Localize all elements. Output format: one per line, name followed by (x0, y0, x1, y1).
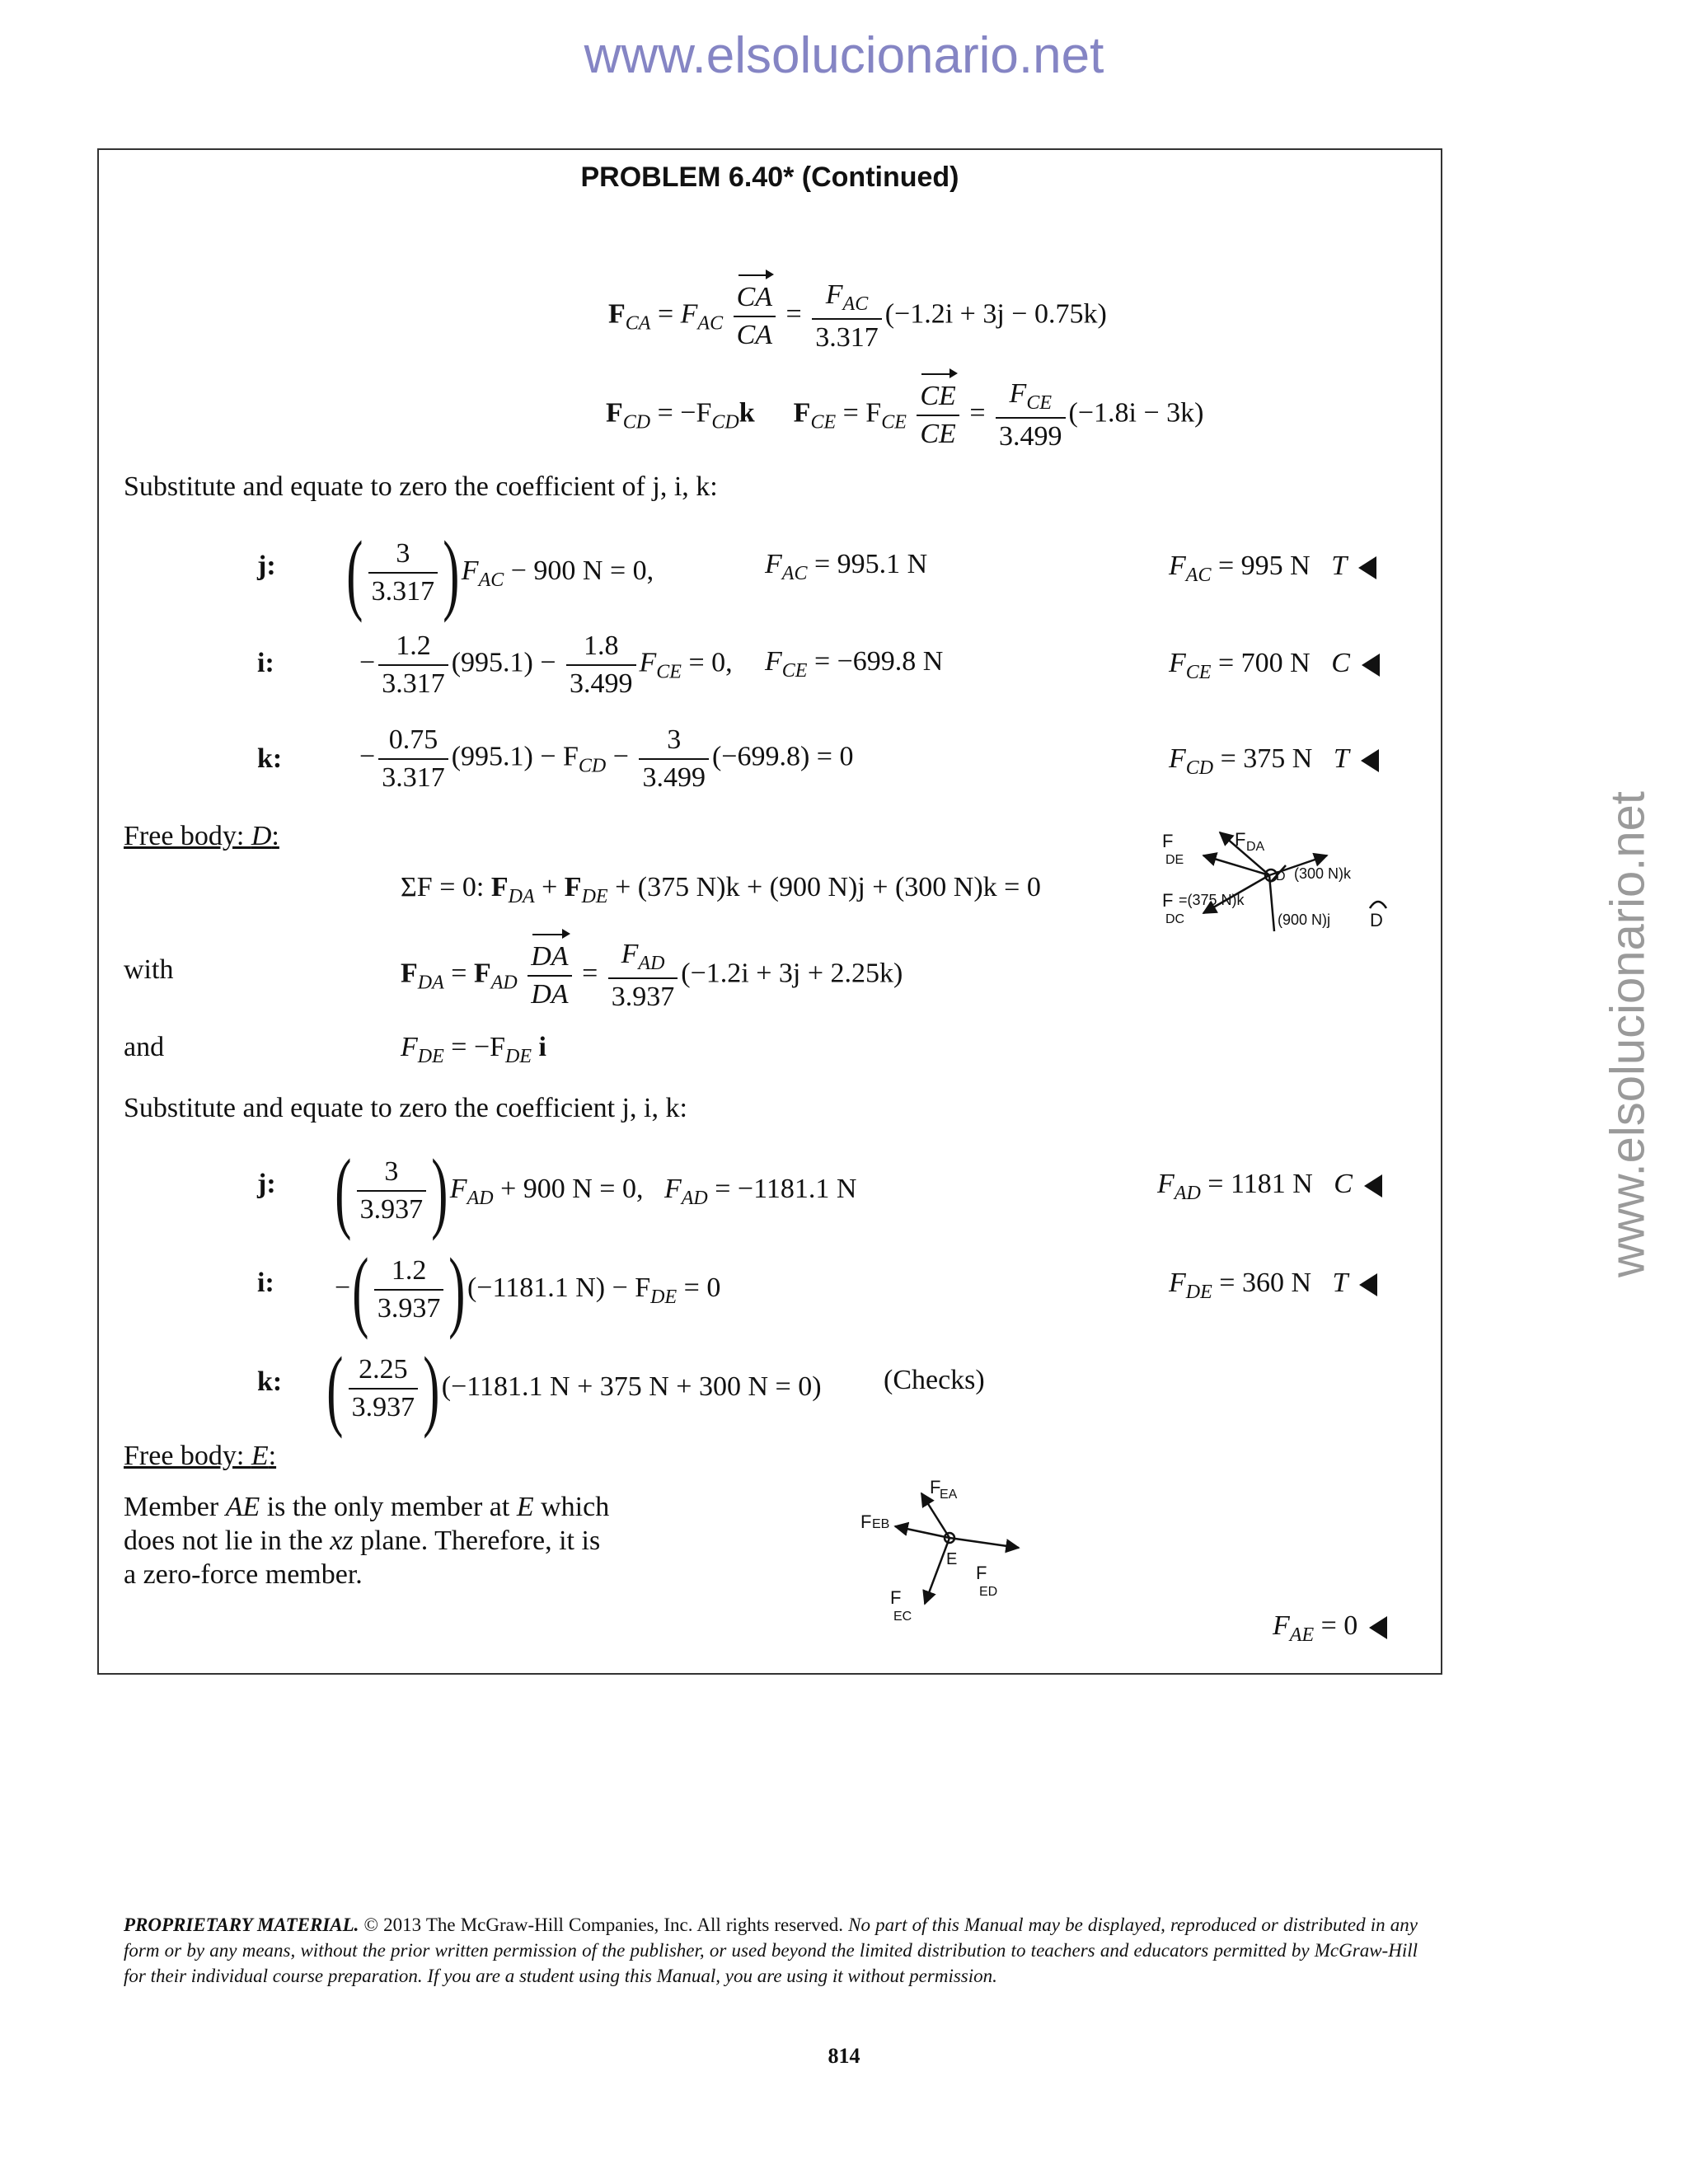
checks-note: (Checks) (884, 1365, 985, 1395)
svg-text:EB: EB (872, 1517, 890, 1531)
svg-text:(300 N)k: (300 N)k (1294, 865, 1352, 882)
svg-text:F: F (1162, 831, 1174, 851)
and-label: and (124, 1032, 165, 1062)
label-k-1: k: (257, 743, 283, 774)
free-body-d-sketch (1154, 816, 1418, 981)
answer-fde: $F_{DE} = 360$ N T (1169, 1268, 1377, 1304)
equation-fda: $F_{DA} = F_{AD}$ $\frac{DA}{DA}$ = $\frac{F_{AD}}{3.937}$ (−1.2i + 3j + 2.25k) (401, 939, 903, 1013)
answer-marker-icon (1358, 556, 1376, 579)
answer-marker-icon (1359, 1273, 1377, 1296)
answer-marker-icon (1362, 654, 1380, 677)
member-ae-text: Member AE is the only member at E which does not lie in the xz plane. Therefore, it is a zero-force member. (124, 1492, 610, 1590)
equation-c-j: ( $\frac{3}{3.317}$ )$F_{AC} - 900$ N = 0, (346, 523, 654, 623)
equation-sum-f: ΣF = 0: $F_{DA} + F_{DE} + (375$ N)k + (900 N)j + (300 N)k = 0 (401, 872, 1041, 907)
free-body-e-heading: Free body: E: (124, 1441, 277, 1471)
answer-fad: $F_{AD} = 1181$ N C (1157, 1169, 1382, 1205)
svg-text:F: F (976, 1563, 987, 1583)
svg-text:F: F (1235, 829, 1246, 850)
answer-fce: $F_{CE} = 700$ N C (1169, 648, 1380, 684)
answer-fcd: $F_{CD} = 375$ N T (1169, 743, 1379, 780)
svg-text:DE: DE (1165, 853, 1184, 867)
answer-marker-icon (1361, 749, 1379, 772)
result-fce: $F_{CE} = -699.8$ N (765, 646, 944, 682)
equation-fcd-fce: $F_{CD} = -F_{CD}k$ $F_{CE} = F_{CE}$ $\frac{CE}{CE}$ = $\frac{F_{CE}}{3.499}$ (−1.8i − 3k) (606, 378, 1204, 452)
svg-text:DC: DC (1165, 912, 1185, 926)
svg-text:EC: EC (893, 1610, 912, 1624)
page-number: 814 (828, 2044, 860, 2068)
equation-c-i: − $\frac{1.2}{3.317}$ (995.1) − $\frac{1.8}{3.499}$ $F_{CE} = 0$, (359, 630, 733, 699)
label-k-2: k: (257, 1366, 283, 1397)
label-i-1: i: (257, 648, 274, 678)
label-j-1: j: (257, 551, 276, 581)
answer-fae: $F_{AE} = 0$ (1273, 1610, 1387, 1647)
svg-text:F: F (930, 1477, 941, 1497)
equation-d-j: ( $\frac{3}{3.937}$ )$F_{AD} + 900$ N = 0, $F_{AD} = -1181.1$ N (335, 1141, 857, 1241)
label-j-2: j: (257, 1169, 276, 1199)
equation-c-k: − $\frac{0.75}{3.317}$ $(995.1) - F_{CD}$ − $\frac{3}{3.499}$ (−699.8) = 0 (359, 724, 854, 793)
watermark-side: www.elsolucionario.net (1601, 791, 1655, 1277)
with-label: with (124, 954, 174, 985)
svg-text:E: E (946, 1550, 958, 1568)
svg-text:D: D (1370, 910, 1383, 930)
svg-text:=(375 N)k: =(375 N)k (1179, 892, 1245, 908)
proprietary-notice: PROPRIETARY MATERIAL. © 2013 The McGraw-Hill Companies, Inc. All rights reserved. No part of this Manual may be displayed, reproduced or distributed in any form or by any means, without the prior written permission of the publisher, or used beyond the limited distribution to teachers and educators permitted by McGraw-Hill for their individual course preparation. If you are a student using this Manual, you are using it without permission. (124, 1915, 1418, 1986)
free-body-e-sketch (854, 1459, 1052, 1624)
substitute-text-2: Substitute and equate to zero the coefficient j, i, k: (124, 1093, 687, 1123)
answer-marker-icon (1369, 1616, 1387, 1639)
answer-marker-icon (1364, 1174, 1382, 1197)
svg-text:D: D (1276, 869, 1286, 883)
svg-text:ED: ED (979, 1585, 998, 1599)
label-i-2: i: (257, 1268, 274, 1298)
svg-text:DA: DA (1246, 840, 1265, 854)
svg-text:(900 N)j: (900 N)j (1278, 912, 1331, 928)
substitute-text-1: Substitute and equate to zero the coefficient of j, i, k: (124, 471, 718, 502)
svg-text:F: F (890, 1587, 902, 1608)
svg-text:F: F (860, 1511, 872, 1532)
svg-text:F: F (1162, 890, 1174, 911)
problem-title: PROBLEM 6.40* (Continued) (580, 162, 959, 193)
equation-fde: $F_{DE} = -F_{DE}$ i (401, 1032, 546, 1067)
equation-fca: $F_{CA} = F_{AC}$ $\frac{CA}{CA}$ = $\frac{F_{AC}}{3.317}$ (−1.2i + 3j − 0.75k) (608, 279, 1107, 354)
equation-d-k: ( $\frac{2.25}{3.937}$ )(−1181.1 N + 375 N + 300 N = 0) (326, 1338, 822, 1439)
watermark-top: www.elsolucionario.net (584, 27, 1104, 84)
result-fac: $F_{AC} = 995.1$ N (765, 549, 928, 584)
equation-d-i: −( $\frac{1.2}{3.937}$ )(−1181.1 $N) - F_{DE} = 0$ (335, 1240, 721, 1340)
free-body-d-heading: Free body: D: (124, 821, 279, 851)
answer-fac: $F_{AC} = 995$ N T (1169, 551, 1376, 587)
svg-text:EA: EA (940, 1488, 958, 1502)
